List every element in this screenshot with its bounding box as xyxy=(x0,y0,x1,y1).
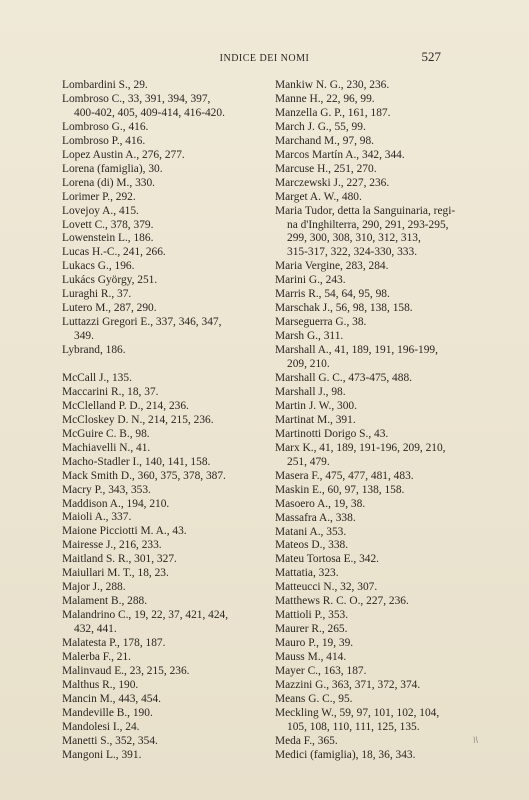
index-entry: Martinat M., 391. xyxy=(275,413,356,426)
index-entry: Lukacs G., 196. xyxy=(62,260,135,273)
index-entry: Maiullari M. T., 18, 23. xyxy=(62,567,169,580)
index-entry: Marczewski J., 227, 236. xyxy=(275,176,390,189)
index-entry: Luttazzi Gregori E., 337, 346, 347, 349. xyxy=(62,316,222,343)
index-entry: Maddison A., 194, 210. xyxy=(62,497,170,510)
index-entry: Martinotti Dorigo S., 43. xyxy=(275,427,389,440)
index-entry: Medici (famiglia), 18, 36, 343. xyxy=(275,748,416,761)
index-entry: Marshall J., 98. xyxy=(275,385,346,398)
index-column-right xyxy=(275,79,470,763)
index-entry: Marris R., 54, 64, 95, 98. xyxy=(275,288,390,301)
index-entry: Lombroso G., 416. xyxy=(62,120,149,133)
index-entry: Manzella G. P., 161, 187. xyxy=(275,106,391,119)
running-head xyxy=(0,49,529,69)
index-entry: Malthus R., 190. xyxy=(62,678,139,691)
index-entry: Mauro P., 19, 39. xyxy=(275,637,354,650)
index-entry: Lorimer P., 292. xyxy=(62,190,136,203)
index-entry: Marchand M., 97, 98. xyxy=(275,134,375,147)
index-entry: McGuire C. B., 98. xyxy=(62,427,150,440)
index-entry: Marini G., 243. xyxy=(275,274,346,287)
index-entry: Marcos Martín A., 342, 344. xyxy=(275,148,405,161)
index-entry: Malament B., 288. xyxy=(62,595,148,608)
index-entry: Maria Vergine, 283, 284. xyxy=(275,260,389,273)
index-entry: Lopez Austin A., 276, 277. xyxy=(62,148,185,161)
index-entry: Mandolesi I., 24. xyxy=(62,720,140,733)
index-entry: Lovejoy A., 415. xyxy=(62,204,139,217)
page-number: 527 xyxy=(421,49,441,64)
index-entry: Maioli A., 337. xyxy=(62,511,132,524)
index-entry: Maccarini R., 18, 37. xyxy=(62,385,159,398)
index-entry: Mairesse J., 216, 233. xyxy=(62,539,162,552)
index-entry: Lutero M., 287, 290. xyxy=(62,302,157,315)
index-entry: Mack Smith D., 360, 375, 378, 387. xyxy=(62,469,226,482)
index-entry: Luraghi R., 37. xyxy=(62,288,132,301)
index-entry: Malandrino C., 19, 22, 37, 421, 424, 432, 441. xyxy=(62,609,229,636)
index-entry: Marseguerra G., 38. xyxy=(275,316,367,329)
index-entry: March J. G., 55, 99. xyxy=(275,120,366,133)
index-entry: Meckling W., 59, 97, 101, 102, 104, 105, 108, 110, 111, 125, 135. xyxy=(275,706,440,733)
index-entry: Marshall A., 41, 189, 191, 196-199, 209, 210. xyxy=(275,344,438,371)
index-entry: Lovett C., 378, 379. xyxy=(62,218,154,231)
index-entry: Macho-Stadler I., 140, 141, 158. xyxy=(62,455,211,468)
index-entry: Lorena (famiglia), 30. xyxy=(62,162,163,175)
index-entry: Maione Picciotti M. A., 43. xyxy=(62,525,187,538)
index-entry: Mattatia, 323. xyxy=(275,567,339,580)
index-column-left xyxy=(62,79,262,763)
index-entry: Mandeville B., 190. xyxy=(62,706,153,719)
index-entry: Maskin E., 60, 97, 138, 158. xyxy=(275,483,405,496)
index-entry: Marsh G., 311. xyxy=(275,330,344,343)
index-entry: Lombroso C., 33, 391, 394, 397, 400-402, 405, 409-414, 416-420. xyxy=(62,92,225,119)
index-entry: Matthews R. C. O., 227, 236. xyxy=(275,595,409,608)
index-entry: Malatesta P., 178, 187. xyxy=(62,637,166,650)
index-entry: Lowenstein L., 186. xyxy=(62,232,154,245)
index-entry: Manne H., 22, 96, 99. xyxy=(275,92,375,105)
index-entry: Machiavelli N., 41. xyxy=(62,441,151,454)
index-entry: McClelland P. D., 214, 236. xyxy=(62,399,189,412)
index-entry: Mayer C., 163, 187. xyxy=(275,665,367,678)
index-entry: Marx K., 41, 189, 191-196, 209, 210, 251, 479. xyxy=(275,441,446,468)
index-entry: Manetti S., 352, 354. xyxy=(62,734,158,747)
index-entry: Macry P., 343, 353. xyxy=(62,483,151,496)
index-entry: Mattioli P., 353. xyxy=(275,609,349,622)
index-entry: Malerba F., 21. xyxy=(62,651,131,664)
index-entry: Martin J. W., 300. xyxy=(275,399,357,412)
index-entry: Marget A. W., 480. xyxy=(275,190,362,203)
index-entry: Marschak J., 56, 98, 138, 158. xyxy=(275,302,413,315)
index-entry: Lucas H.-C., 241, 266. xyxy=(62,246,166,259)
index-entry: Mancin M., 443, 454. xyxy=(62,692,162,705)
index-entry: Massafra A., 338. xyxy=(275,511,356,524)
index-entry: Mazzini G., 363, 371, 372, 374. xyxy=(275,678,421,691)
index-entry: Mateos D., 338. xyxy=(275,539,349,552)
index-entry: Maurer R., 265. xyxy=(275,623,348,636)
index-entry: Lybrand, 186. xyxy=(62,344,126,357)
index-entry: Mankiw N. G., 230, 236. xyxy=(275,79,390,91)
index-entry: Masera F., 475, 477, 481, 483. xyxy=(275,469,414,482)
index-entry: Mauss M., 414. xyxy=(275,651,347,664)
index-entry: Lukács György, 251. xyxy=(62,274,158,287)
index-entry: Malinvaud E., 23, 215, 236. xyxy=(62,664,190,677)
index-entry: Lombroso P., 416. xyxy=(62,134,146,147)
index-entry: Lombardini S., 29. xyxy=(62,79,148,91)
section-gap xyxy=(62,358,262,372)
index-entry: Marshall G. C., 473-475, 488. xyxy=(275,372,412,385)
index-entry: Matteucci N., 32, 307. xyxy=(275,581,378,594)
index-entry: Maitland S. R., 301, 327. xyxy=(62,553,177,566)
index-entry: Mangoni L., 391. xyxy=(62,748,142,761)
index-entry: Marcuse H., 251, 270. xyxy=(275,162,377,175)
index-entry: Lorena (di) M., 330. xyxy=(62,176,155,189)
pencil-margin-mark: \\ xyxy=(473,735,479,745)
index-entry: Maria Tudor, detta la Sanguinaria, regi- na d'Inghilterra, 290, 291, 293-295, 299, 300, 308, 310, 312, 313, 315-317, 322, 324-330, 333. xyxy=(275,204,456,259)
index-entry: Matani A., 353. xyxy=(275,525,347,538)
index-entry: McCall J., 135. xyxy=(62,371,132,384)
index-entry: Meda F., 365. xyxy=(275,734,338,747)
index-entry: Mateu Tortosa E., 342. xyxy=(275,553,380,566)
running-title: INDICE DEI NOMI xyxy=(219,53,310,64)
index-entry: Major J., 288. xyxy=(62,581,126,594)
index-entry: Means G. C., 95. xyxy=(275,692,353,705)
index-entry: McCloskey D. N., 214, 215, 236. xyxy=(62,413,214,426)
index-entry: Masoero A., 19, 38. xyxy=(275,497,366,510)
